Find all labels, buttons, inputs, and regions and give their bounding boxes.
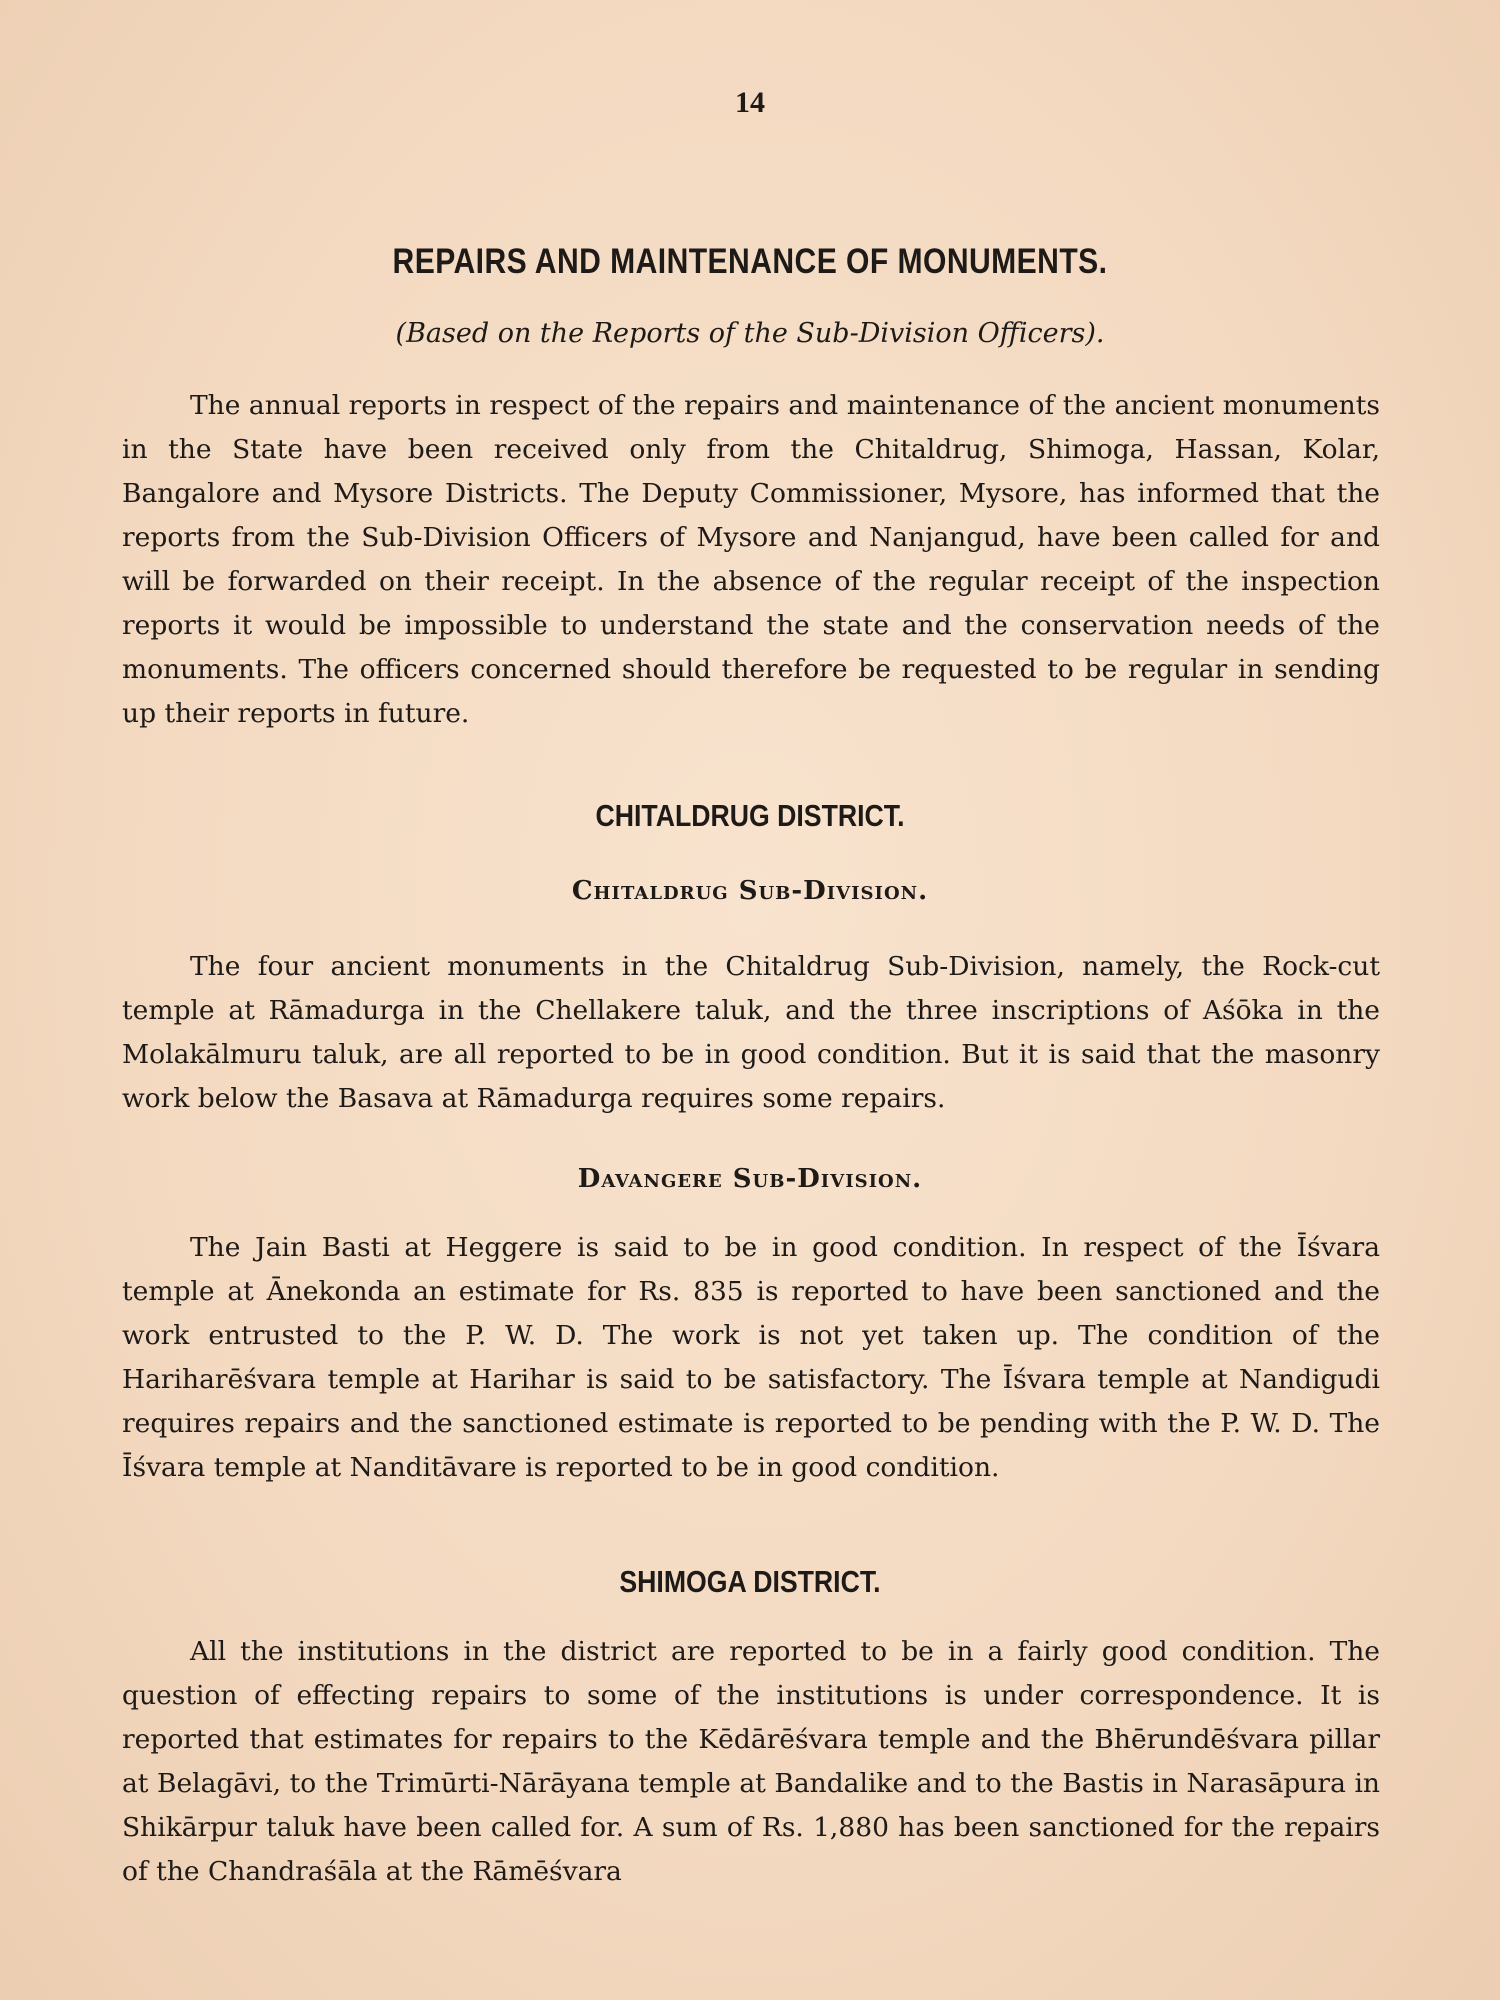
chitaldrug-subdivision-paragraph: The four ancient monuments in the Chitaldrug Sub-Division, namely, the Rock-cut temple at Rāmadurga in the Chellakere taluk, and the three inscriptions of Aśōka in the Molakālmuru taluk, are all reported to be in good condition. But it is said that the masonry work below the Basava at Rāmadurga requires some repairs. (122, 951, 1380, 1114)
chitaldrug-district-heading: CHITALDRUG DISTRICT. (595, 798, 905, 833)
page-subtitle: (Based on the Reports of the Sub-Division Officers). (395, 318, 1105, 349)
page-number: 14 (735, 86, 765, 119)
davangere-subdivision-paragraph: The Jain Basti at Heggere is said to be in good condition. In respect of the Īśvara temple at Ānekonda an estimate for Rs. 835 is reported to have been sanctioned and the work entrusted to the P. W. D. The work is not yet taken up. The condition of the Hariharēśvara temple at Harihar is said to be satisfactory. The Īśvara temple at Nandigudi requires repairs and the sanctioned estimate is reported to be pending with the P. W. D. The Īśvara temple at Nanditāvare is reported to be in good condition. (122, 1232, 1380, 1483)
davangere-subdivision-heading: Davangere Sub-Division. (577, 1164, 923, 1194)
chitaldrug-subdivision-heading: Chitaldrug Sub-Division. (571, 876, 929, 906)
shimoga-district-paragraph: All the institutions in the district are reported to be in a fairly good condition. The question of effecting repairs to some of the institutions is under correspondence. It is reported that estimates for repairs to the Kēdārēśvara temple and the Bhērundēśvara pillar at Belagāvi, to the Trimūrti-Nārāyana temple at Bandalike and to the Bastis in Narasāpura in Shikārpur taluk have been called for. A sum of Rs. 1,880 has been sanctioned for the repairs of the Chandraśāla at the Rāmēśvara (122, 1636, 1380, 1887)
page-title: REPAIRS AND MAINTENANCE OF MONUMENTS. (392, 242, 1108, 281)
shimoga-district-heading: SHIMOGA DISTRICT. (619, 1564, 881, 1599)
intro-paragraph: The annual reports in respect of the repairs and maintenance of the ancient monuments in the State have been received only from the Chitaldrug, Shimoga, Hassan, Kolar, Bangalore and Mysore Districts. The Deputy Commissioner, Mysore, has informed that the reports from the Sub-Division Officers of Mysore and Nanjangud, have been called for and will be forwarded on their receipt. In the absence of the regular receipt of the inspection reports it would be impossible to understand the state and the conservation needs of the monuments. The officers concerned should therefore be requested to be regular in sending up their reports in future. (122, 390, 1380, 729)
